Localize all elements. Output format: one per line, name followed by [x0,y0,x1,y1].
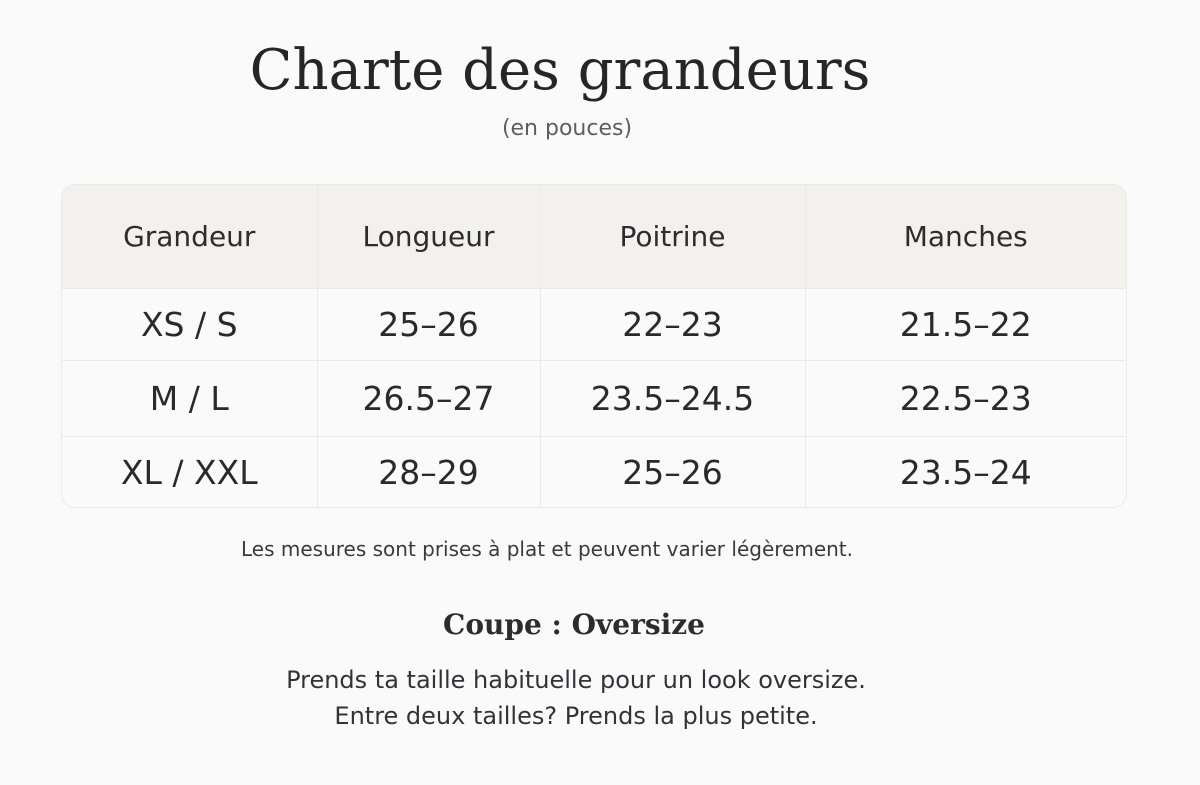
measurement-note: Les mesures sont prises à plat et peuvent varier légèrement. [240,537,853,561]
cell-chest: 25–26 [540,437,805,507]
cell-length: 26.5–27 [317,360,540,436]
fit-advice [0,662,1152,734]
header-manches: Manches [805,185,1126,288]
cell-sleeves: 22.5–23 [805,360,1126,436]
cell-sleeves: 23.5–24 [899,452,1032,492]
size-chart-table-container [61,184,1127,508]
page-title: Charte des grandeurs [249,38,871,103]
header-poitrine: Poitrine [540,185,805,288]
cell-size: XS / S [62,288,317,360]
fit-advice-line: Entre deux tailles? Prends la plus petite. [334,702,818,730]
size-chart-table [62,185,1126,507]
table-row [62,437,1126,507]
cell-chest: 22–23 [540,288,805,360]
table-row [62,360,1126,436]
cell-size: XL / XXL [62,437,317,507]
header-longueur: Longueur [317,185,540,288]
cell-chest: 23.5–24.5 [540,360,805,436]
table-row [62,288,1126,360]
cell-length: 28–29 [317,437,540,507]
fit-heading: Coupe : Oversize [443,608,705,641]
header-grandeur: Grandeur [62,185,317,288]
cell-length: 25–26 [317,288,540,360]
table-header-row [62,185,1126,288]
cell-sleeves: 21.5–22 [805,288,1126,360]
page-subtitle: (en pouces) [501,116,633,141]
fit-advice-line: Prends ta taille habituelle pour un look oversize. [286,666,866,694]
cell-size: M / L [62,360,317,436]
